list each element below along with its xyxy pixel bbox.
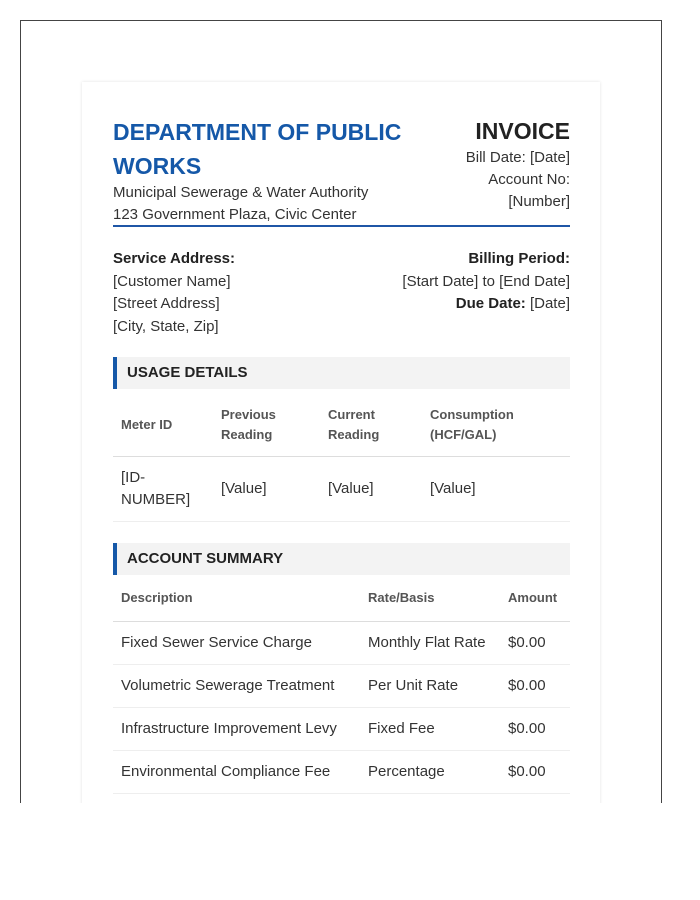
description-cell: Environmental Compliance Fee — [113, 751, 360, 794]
column-header-consumption: Consumption (HCF/GAL) — [422, 393, 570, 457]
description-cell: Infrastructure Improvement Levy — [113, 708, 360, 751]
rate-basis-cell: Fixed Fee — [360, 708, 500, 751]
amount-cell: $0.00 — [500, 751, 570, 794]
current-reading-cell: [Value] — [320, 457, 422, 522]
table-row — [113, 708, 570, 751]
previous-reading-cell: [Value] — [213, 457, 320, 522]
department-name: DEPARTMENT OF PUBLIC WORKS — [113, 119, 402, 179]
bill-date — [466, 147, 570, 169]
authority-name: Municipal Sewerage & Water Authority — [113, 184, 369, 201]
table-row — [113, 622, 570, 665]
invoice-content — [113, 82, 570, 794]
usage-table — [113, 393, 570, 522]
customer-name: [Customer Name] — [113, 272, 231, 290]
usage-details-heading: USAGE DETAILS — [113, 357, 570, 389]
usage-table-wrapper — [113, 393, 570, 522]
column-header-rate-basis: Rate/Basis — [360, 575, 500, 622]
usage-header-row — [113, 393, 570, 457]
account-number-value: [Number] — [508, 193, 570, 210]
rate-basis-cell: Percentage — [360, 751, 500, 794]
billing-info — [402, 248, 570, 316]
invoice-page — [82, 82, 600, 803]
due-date — [402, 293, 570, 316]
amount-cell: $0.00 — [500, 665, 570, 708]
document-viewport — [20, 20, 662, 803]
column-header-description: Description — [113, 575, 360, 622]
column-header-previous-reading: Previous Reading — [213, 393, 320, 457]
department-address: 123 Government Plaza, Civic Center — [113, 206, 357, 223]
table-row — [113, 751, 570, 794]
due-date-value: [Date] — [529, 295, 570, 312]
account-number-label: Account No: — [488, 171, 570, 188]
account-summary-heading: ACCOUNT SUMMARY — [113, 543, 570, 575]
section-spacer — [113, 522, 570, 543]
amount-cell: $0.00 — [500, 622, 570, 665]
service-address — [113, 248, 235, 338]
table-row — [113, 665, 570, 708]
city-state-zip: [City, State, Zip] — [113, 317, 219, 335]
table-row — [113, 457, 570, 522]
meter-id-cell: [ID-NUMBER] — [113, 457, 213, 522]
invoice-header — [113, 82, 570, 227]
column-header-amount: Amount — [500, 575, 570, 622]
account-summary-table — [113, 575, 570, 794]
billing-period-label: Billing Period: — [468, 250, 570, 267]
column-header-meter-id: Meter ID — [113, 393, 213, 457]
bill-date-value: [Date] — [529, 149, 570, 166]
street-address: [Street Address] — [113, 295, 220, 312]
billing-period-value: [Start Date] to [End Date] — [402, 272, 570, 290]
bill-date-label: Bill Date: — [465, 149, 526, 166]
consumption-cell: [Value] — [422, 457, 570, 522]
rate-basis-cell: Monthly Flat Rate — [360, 622, 500, 665]
invoice-meta — [466, 115, 570, 213]
amount-cell: $0.00 — [500, 708, 570, 751]
rate-basis-cell: Per Unit Rate — [360, 665, 500, 708]
address-section — [113, 227, 570, 357]
due-date-label: Due Date: — [455, 295, 526, 312]
service-address-label: Service Address: — [113, 250, 236, 267]
summary-header-row — [113, 575, 570, 622]
description-cell: Fixed Sewer Service Charge — [113, 622, 360, 665]
column-header-current-reading: Current Reading — [320, 393, 422, 457]
description-cell: Volumetric Sewerage Treatment — [113, 665, 360, 708]
invoice-title: INVOICE — [475, 118, 570, 144]
